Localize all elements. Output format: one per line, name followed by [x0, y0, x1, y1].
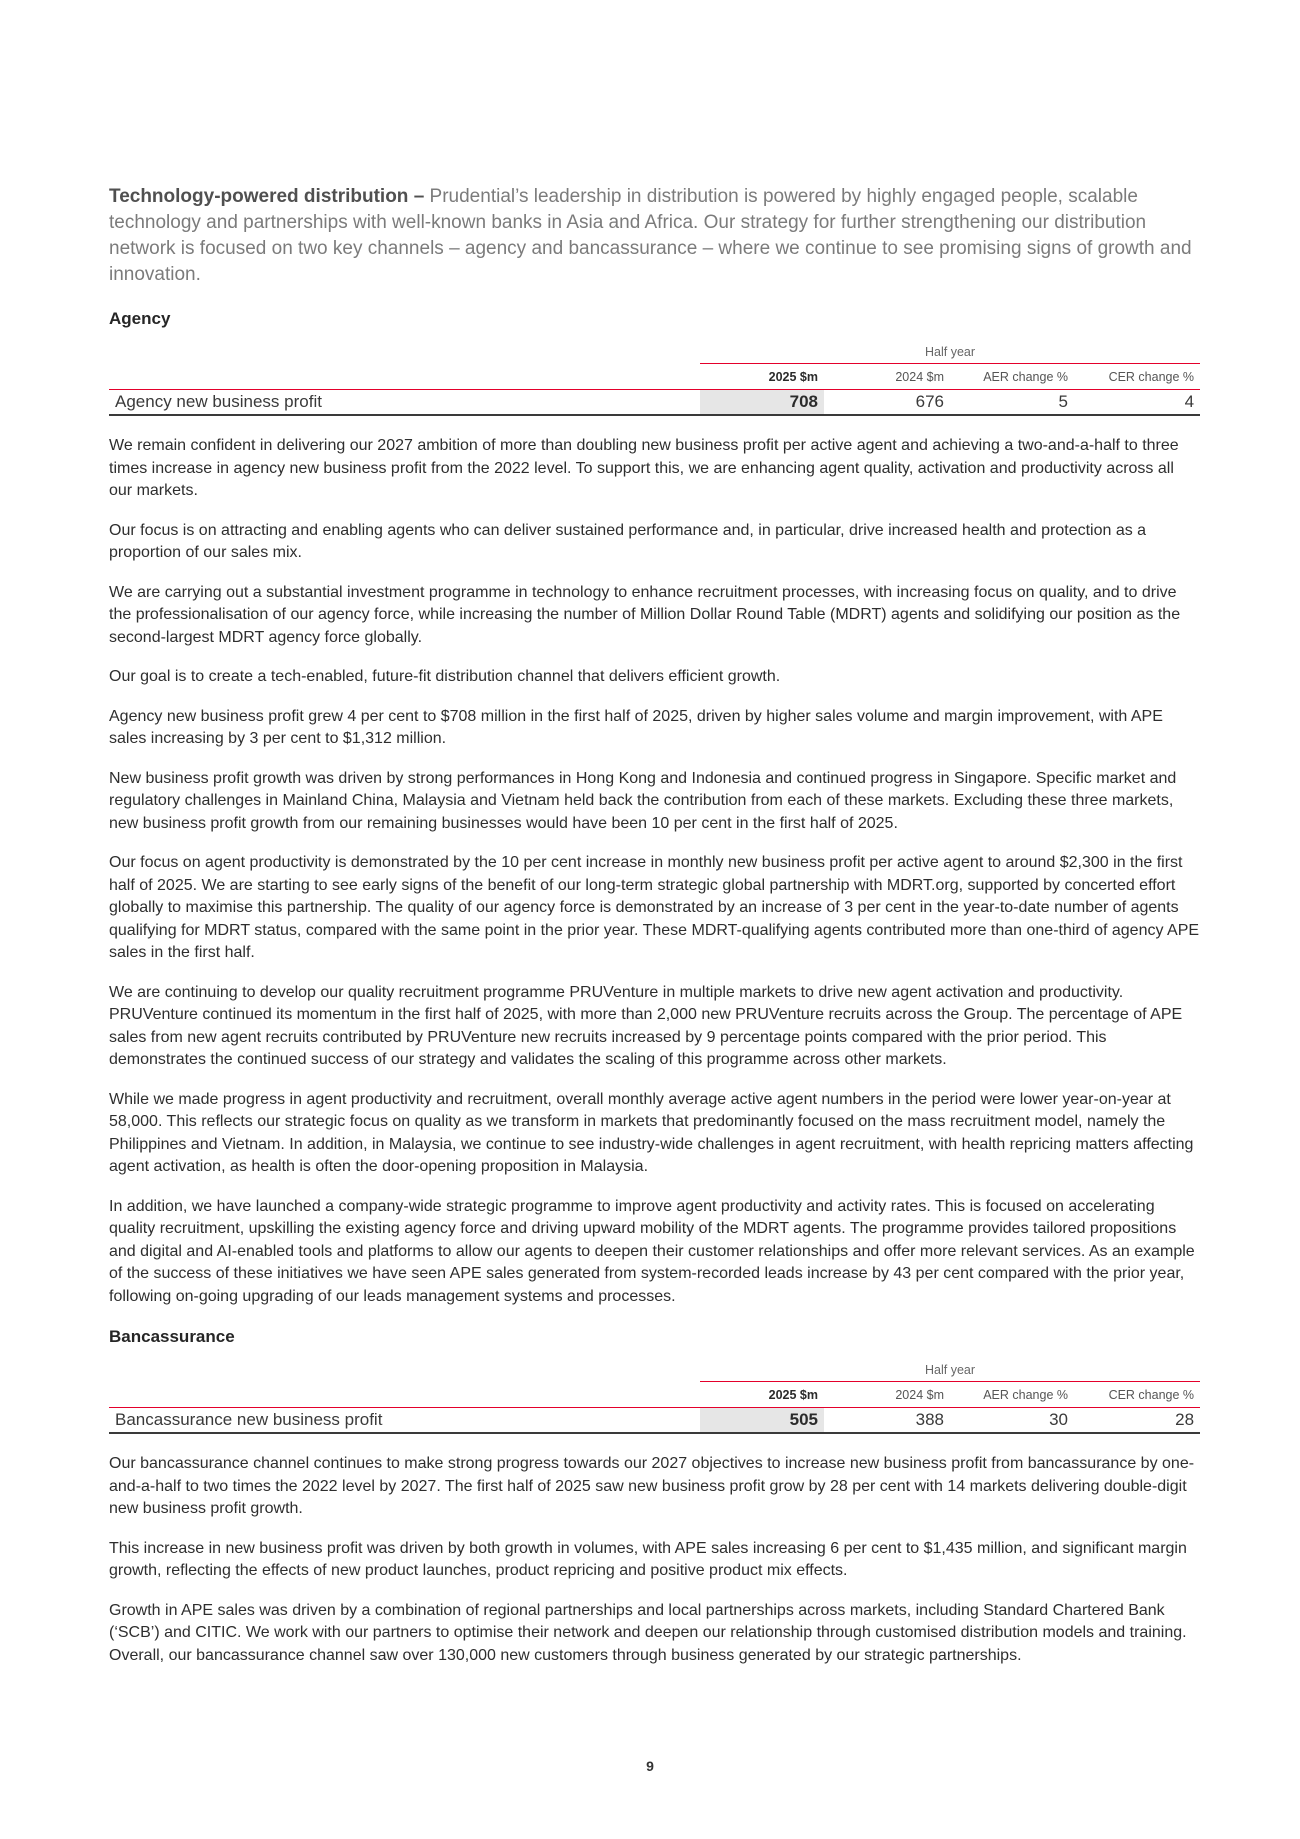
bancassurance-heading: Bancassurance: [109, 1327, 235, 1346]
table-row: [109, 1408, 1200, 1434]
column-header-aer-change: AER change %: [950, 364, 1074, 390]
table-period-row: [109, 1359, 1200, 1382]
value-current-year: 505: [700, 1408, 824, 1434]
value-prior-year: 388: [824, 1408, 950, 1434]
agency-paragraph-1: We remain confident in delivering our 2027 ambition of more than doubling new business profit per active agent and achieving a two-and-a-half to three times increase in agency new business profit from the 2022 level. To support this, we are enhancing agent quality, activation and productivity across all our markets.: [109, 437, 1179, 499]
agency-paragraph-5: Agency new business profit grew 4 per cent to $708 million in the first half of 2025, driven by higher sales volume and margin improvement, with APE sales increasing by 3 per cent to $1,312 million.: [109, 707, 1163, 747]
intro-paragraph: [109, 184, 1200, 288]
agency-section: [109, 308, 1200, 1308]
table-spacer-cell: [109, 341, 700, 364]
agency-paragraph-7: Our focus on agent productivity is demonstrated by the 10 per cent increase in monthly new business profit per active agent to around $2,300 in the first half of 2025. We are starting to see early signs of the benefit of our long-term strategic global partnership with MDRT.org, supported by concerted effort globally to maximise this partnership. The quality of our agency force is demonstrated by an increase of 3 per cent in the year-to-date number of agents qualifying for MDRT status, compared with the same point in the prior year. These MDRT-qualifying agents contributed more than one-third of agency APE sales in the first half.: [109, 854, 1200, 961]
column-header-prior-year: 2024 $m: [824, 364, 950, 390]
agency-paragraph-2: Our focus is on attracting and enabling agents who can deliver sustained performance and, in particular, drive increased health and protection as a proportion of our sales mix.: [109, 521, 1147, 561]
period-label: Half year: [700, 1359, 1200, 1382]
agency-paragraph-10: In addition, we have launched a company-wide strategic programme to improve agent productivity and activity rates. This is focused on accelerating quality recruitment, upskilling the existing agency force and driving upward mobility of the MDRT agents. The programme provides tailored propositions and digital and AI-enabled tools and platforms to allow our agents to deepen their customer relationships and offer more relevant services. As an example of the success of these initiatives we have seen APE sales generated from system-recorded leads increase by 43 per cent compared with the prior year, following on-going upgrading of our leads management systems and processes.: [109, 1197, 1195, 1305]
table-header-row: [109, 364, 1200, 390]
bancassurance-paragraph-2: This increase in new business profit was driven by both growth in volumes, with APE sales increasing 6 per cent to $1,435 million, and significant margin growth, reflecting the effects of new product launches, product repricing and positive product mix effects.: [109, 1539, 1187, 1579]
intro-text: Prudential’s leadership in distribution is powered by highly engaged people, scalable technology and partnerships with well-known banks in Asia and Africa. Our strategy for further strengthening our distribution network is focused on two key channels – agency and bancassurance – where we continue to see promising signs of growth and innovation.: [109, 186, 1192, 285]
agency-paragraph-8: We are continuing to develop our quality recruitment programme PRUVenture in multiple markets to drive new agent activation and productivity. PRUVenture continued its momentum in the first half of 2025, with more than 2,000 new PRUVenture recruits across the Group. The percentage of APE sales from new agent recruits contributed by PRUVenture new recruits increased by 9 percentage points compared with the prior period. This demonstrates the continued success of our strategy and validates the scaling of this programme across other markets.: [109, 983, 1183, 1068]
report-page-body: [109, 184, 1200, 1684]
column-header-current-year: 2025 $m: [700, 364, 824, 390]
page-number: 9: [646, 1758, 654, 1774]
bancassurance-table: [109, 1359, 1200, 1434]
row-label: Agency new business profit: [109, 390, 700, 416]
agency-paragraph-3: We are carrying out a substantial investment programme in technology to enhance recruitment processes, with increasing focus on quality, and to drive the professionalisation of our agency force, while increasing the number of Million Dollar Round Table (MDRT) agents and solidifying our position as the second-largest MDRT agency force globally.: [109, 583, 1181, 646]
value-cer-change: 4: [1074, 390, 1200, 416]
bancassurance-section: [109, 1326, 1200, 1667]
column-header-prior-year: 2024 $m: [824, 1382, 950, 1408]
value-current-year: 708: [700, 390, 824, 416]
row-label: Bancassurance new business profit: [109, 1408, 700, 1434]
period-label: Half year: [700, 341, 1200, 364]
agency-paragraph-6: New business profit growth was driven by strong performances in Hong Kong and Indonesia and continued progress in Singapore. Specific market and regulatory challenges in Mainland China, Malaysia and Vietnam held back the contribution from each of these markets. Excluding these three markets, new business profit growth from our remaining businesses would have been 10 per cent in the first half of 2025.: [109, 769, 1177, 832]
agency-paragraph-9: While we made progress in agent productivity and recruitment, overall monthly average active agent numbers in the period were lower year-on-year at 58,000. This reflects our strategic focus on quality as we transform in markets that predominantly focused on the mass recruitment model, namely the Philippines and Vietnam. In addition, in Malaysia, we continue to see industry-wide challenges in agent recruitment, with health repricing matters affecting agent activation, as health is often the door-opening proposition in Malaysia.: [109, 1090, 1194, 1175]
agency-heading: Agency: [109, 309, 171, 328]
agency-paragraph-4: Our goal is to create a tech-enabled, future-fit distribution channel that delivers efficient growth.: [109, 668, 781, 685]
value-aer-change: 30: [950, 1408, 1074, 1434]
table-header-row: [109, 1382, 1200, 1408]
bancassurance-paragraph-1: Our bancassurance channel continues to make strong progress towards our 2027 objectives to increase new business profit from bancassurance by one-and-a-half to two times the 2022 level by 2027. The first half of 2025 saw new business profit grow by 28 per cent with 14 markets delivering double-digit new business profit growth.: [109, 1455, 1195, 1517]
agency-table: [109, 341, 1200, 416]
column-header-cer-change: CER change %: [1074, 1382, 1200, 1408]
value-cer-change: 28: [1074, 1408, 1200, 1434]
value-prior-year: 676: [824, 390, 950, 416]
table-period-row: [109, 341, 1200, 364]
bancassurance-paragraph-3: Growth in APE sales was driven by a combination of regional partnerships and local partnerships across markets, including Standard Chartered Bank (‘SCB’) and CITIC. We work with our partners to optimise their network and deepen our relationship through customised distribution models and training. Overall, our bancassurance channel saw over 130,000 new customers through business generated by our strategic partnerships.: [109, 1601, 1187, 1664]
table-spacer-cell: [109, 1382, 700, 1408]
column-header-cer-change: CER change %: [1074, 364, 1200, 390]
table-spacer-cell: [109, 1359, 700, 1382]
table-row: [109, 390, 1200, 416]
table-spacer-cell: [109, 364, 700, 390]
value-aer-change: 5: [950, 390, 1074, 416]
column-header-current-year: 2025 $m: [700, 1382, 824, 1408]
column-header-aer-change: AER change %: [950, 1382, 1074, 1408]
intro-lead: Technology-powered distribution –: [109, 186, 425, 207]
